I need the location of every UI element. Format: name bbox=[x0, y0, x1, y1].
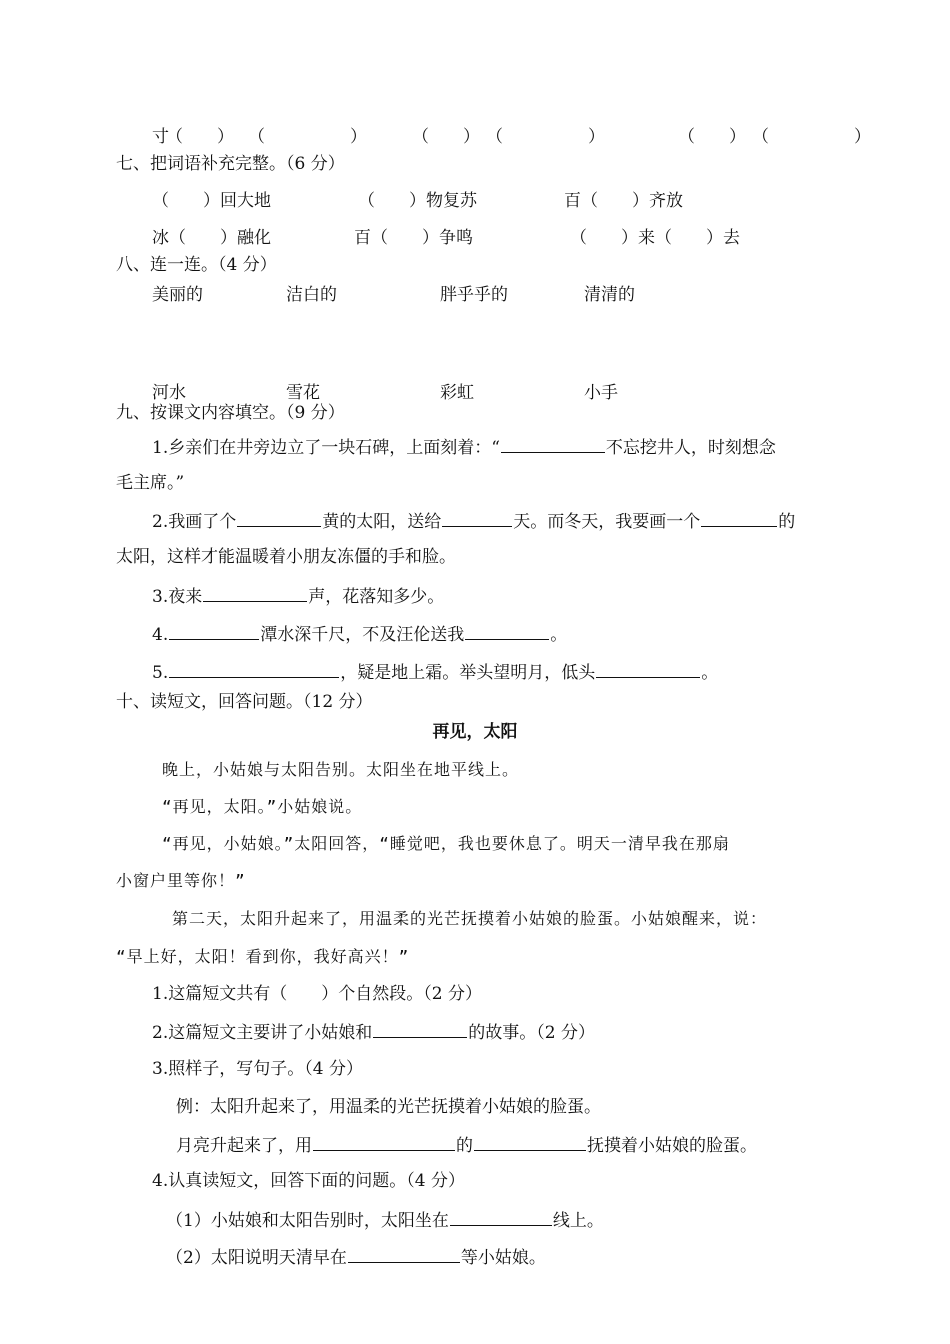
story-p1: 晚上，小姑娘与太阳告别。太阳坐在地平线上。 bbox=[162, 760, 520, 779]
answer-blank[interactable] bbox=[474, 1132, 586, 1151]
s9-q5 bbox=[152, 659, 718, 685]
text: 的 bbox=[778, 512, 796, 532]
text: 月亮升起来了，用 bbox=[176, 1136, 312, 1156]
text: 2.我画了个 bbox=[152, 512, 237, 532]
text: 1.乡亲们在井旁边立了一块石碑，上面刻着：“ bbox=[152, 438, 500, 458]
answer-blank[interactable] bbox=[237, 508, 321, 527]
s9-q1-line1 bbox=[152, 434, 776, 460]
story-p3-line1: “再见，小姑娘。”太阳回答，“睡觉吧，我也要休息了。明天一清早我在那扇 bbox=[162, 834, 730, 853]
s9-q2-line1 bbox=[152, 508, 795, 534]
answer-blank[interactable] bbox=[701, 508, 777, 527]
top-paren-large-2: （ ） bbox=[486, 127, 605, 147]
text: 潭水深千尺，不及汪伦送我 bbox=[260, 625, 465, 645]
top-paren-large-3: （ ） bbox=[752, 127, 871, 147]
s9-q3 bbox=[152, 583, 444, 609]
text: 抚摸着小姑娘的脸蛋。 bbox=[587, 1136, 757, 1156]
s10-q1: 1.这篇短文共有（ ）个自然段。（2 分） bbox=[152, 984, 482, 1004]
answer-blank[interactable] bbox=[465, 621, 549, 640]
story-p4-line2: “早上好，太阳！看到你，我好高兴！” bbox=[116, 947, 410, 966]
text: 2.这篇短文主要讲了小姑娘和 bbox=[152, 1023, 373, 1043]
fill-word: 百（ ）齐放 bbox=[564, 191, 683, 211]
s10-q3-example: 例：太阳升起来了，用温柔的光芒抚摸着小姑娘的脸蛋。 bbox=[176, 1097, 601, 1117]
answer-blank[interactable] bbox=[169, 659, 339, 678]
text: 线上。 bbox=[552, 1211, 604, 1231]
text: 的 bbox=[456, 1136, 473, 1156]
top-paren-large-1: （ ） bbox=[248, 127, 367, 147]
top-paren-small-3: （ ） bbox=[678, 127, 746, 147]
text: 3.夜来 bbox=[152, 587, 203, 607]
text: 5. bbox=[152, 663, 169, 683]
story-p3-line2: 小窗户里等你！” bbox=[116, 871, 246, 890]
story-p2: “再见，太阳。”小姑娘说。 bbox=[162, 797, 363, 816]
section10-heading: 十、读短文，回答问题。（12 分） bbox=[116, 692, 373, 712]
story-title: 再见，太阳 bbox=[432, 722, 518, 742]
s10-q4-1 bbox=[166, 1207, 604, 1233]
connect-word: 胖乎乎的 bbox=[440, 285, 508, 305]
answer-blank[interactable] bbox=[169, 621, 259, 640]
answer-blank[interactable] bbox=[596, 659, 700, 678]
top-paren-small-2: （ ） bbox=[412, 127, 480, 147]
s10-q3: 3.照样子，写句子。（4 分） bbox=[152, 1059, 363, 1079]
answer-blank[interactable] bbox=[313, 1132, 455, 1151]
text: 天。而冬天，我要画一个 bbox=[513, 512, 701, 532]
connect-word: 小手 bbox=[584, 383, 618, 403]
fill-word: （ ）来（ ）去 bbox=[570, 228, 740, 248]
connect-word: 河水 bbox=[152, 383, 186, 403]
section8-heading: 八、连一连。（4 分） bbox=[116, 255, 277, 275]
s10-q4: 4.认真读短文，回答下面的问题。（4 分） bbox=[152, 1171, 465, 1191]
section7-heading: 七、把词语补充完整。（6 分） bbox=[116, 154, 345, 174]
text: 等小姑娘。 bbox=[460, 1248, 546, 1268]
fill-word: （ ）物复苏 bbox=[358, 191, 477, 211]
section9-heading: 九、按课文内容填空。（9 分） bbox=[116, 403, 345, 423]
s9-q4 bbox=[152, 621, 567, 647]
text: 声，花落知多少。 bbox=[308, 587, 445, 607]
story-p4-line1: 第二天，太阳升起来了，用温柔的光芒抚摸着小姑娘的脸蛋。小姑娘醒来，说： bbox=[172, 909, 768, 928]
answer-blank[interactable] bbox=[348, 1244, 460, 1263]
answer-blank[interactable] bbox=[501, 434, 605, 453]
s10-q3-answer bbox=[176, 1132, 757, 1158]
fill-word: （ ）回大地 bbox=[152, 191, 271, 211]
text: 不忘挖井人，时刻想念 bbox=[605, 438, 776, 458]
connect-word: 清清的 bbox=[584, 285, 635, 305]
fill-word: 冰（ ）融化 bbox=[152, 228, 271, 248]
text: 。 bbox=[550, 625, 568, 645]
text: （1）小姑娘和太阳告别时，太阳坐在 bbox=[166, 1211, 449, 1231]
text: 黄的太阳，送给 bbox=[322, 512, 442, 532]
text: 4. bbox=[152, 625, 169, 645]
text: （2）太阳说明天清早在 bbox=[166, 1248, 347, 1268]
connect-word: 美丽的 bbox=[152, 285, 203, 305]
answer-blank[interactable] bbox=[203, 583, 307, 602]
top-paren-small-1: （ ） bbox=[166, 127, 234, 147]
text: 。 bbox=[701, 663, 719, 683]
connect-word: 雪花 bbox=[286, 383, 320, 403]
fill-word: 百（ ）争鸣 bbox=[354, 228, 473, 248]
s9-q1-line2: 毛主席。” bbox=[116, 473, 185, 493]
connect-word: 洁白的 bbox=[286, 285, 337, 305]
answer-blank[interactable] bbox=[450, 1207, 552, 1226]
s9-q2-line2: 太阳，这样才能温暖着小朋友冻僵的手和脸。 bbox=[116, 547, 456, 567]
s10-q2 bbox=[152, 1019, 595, 1045]
answer-blank[interactable] bbox=[442, 508, 512, 527]
top-char: 寸 bbox=[152, 127, 169, 147]
s10-q4-2 bbox=[166, 1244, 546, 1270]
answer-blank[interactable] bbox=[373, 1019, 467, 1038]
text: 的故事。（2 分） bbox=[468, 1023, 595, 1043]
text: ，疑是地上霜。举头望明月，低头 bbox=[340, 663, 596, 683]
connect-word: 彩虹 bbox=[440, 383, 474, 403]
